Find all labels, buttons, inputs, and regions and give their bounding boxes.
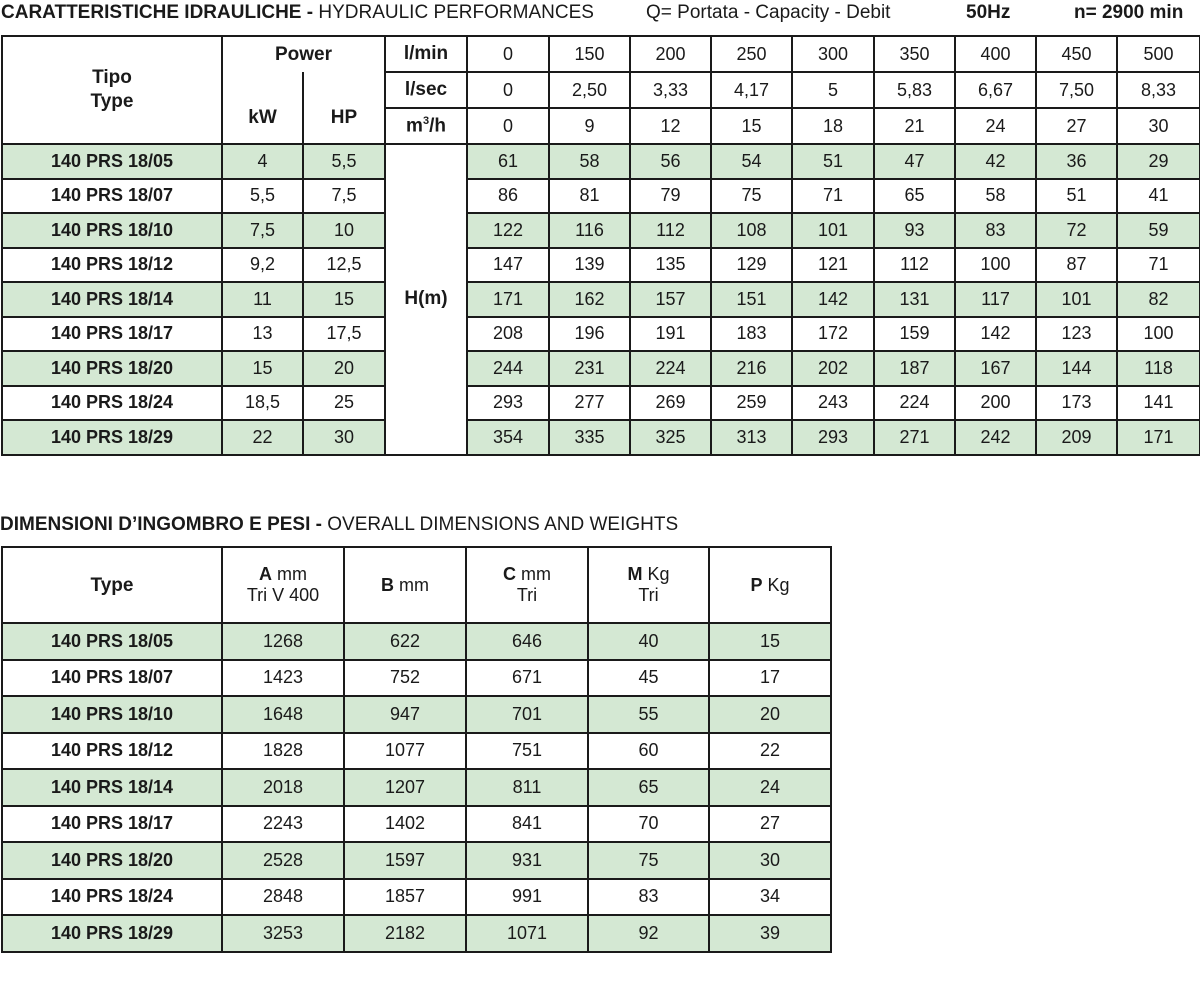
dim-c-value: 701 bbox=[466, 696, 588, 733]
speed-label: n= 2900 min bbox=[1074, 2, 1184, 23]
table-row bbox=[2, 915, 831, 952]
head-value: 59 bbox=[1117, 213, 1200, 248]
table-row bbox=[2, 842, 831, 879]
table-row bbox=[2, 351, 1200, 386]
dim-p-value: 22 bbox=[709, 733, 831, 770]
head-value: 117 bbox=[955, 282, 1036, 317]
head-value: 183 bbox=[711, 317, 792, 352]
lmin-value: 300 bbox=[792, 36, 874, 72]
dim-c-header bbox=[466, 547, 588, 623]
power-hp: 20 bbox=[303, 351, 385, 386]
table-row bbox=[2, 769, 831, 806]
head-value: 100 bbox=[955, 248, 1036, 283]
head-value: 144 bbox=[1036, 351, 1117, 386]
table-row bbox=[2, 213, 1200, 248]
head-value: 101 bbox=[1036, 282, 1117, 317]
dim-c-sub: Tri bbox=[516, 585, 538, 605]
m3h-label-suffix: /h bbox=[429, 115, 446, 137]
lmin-value: 0 bbox=[467, 36, 549, 72]
dim-c-value: 646 bbox=[466, 623, 588, 660]
dim-pump-type: 140 PRS 18/10 bbox=[2, 696, 222, 733]
dim-b-letter: B bbox=[381, 574, 394, 595]
dim-m-value: 40 bbox=[588, 623, 709, 660]
power-kw: 4 bbox=[222, 144, 303, 179]
head-value: 141 bbox=[1117, 386, 1200, 421]
lmin-value: 400 bbox=[955, 36, 1036, 72]
head-value: 216 bbox=[711, 351, 792, 386]
dim-b-value: 752 bbox=[344, 660, 466, 697]
dim-m-value: 92 bbox=[588, 915, 709, 952]
m3h-value: 27 bbox=[1036, 108, 1117, 144]
head-value: 208 bbox=[467, 317, 549, 352]
head-value: 82 bbox=[1117, 282, 1200, 317]
table-row bbox=[2, 317, 1200, 352]
head-value: 116 bbox=[549, 213, 630, 248]
kw-header: kW bbox=[222, 72, 303, 144]
head-value: 65 bbox=[874, 179, 955, 214]
head-value: 42 bbox=[955, 144, 1036, 179]
head-value: 244 bbox=[467, 351, 549, 386]
lmin-label: l/min bbox=[385, 36, 467, 72]
head-value: 129 bbox=[711, 248, 792, 283]
dim-pump-type: 140 PRS 18/29 bbox=[2, 915, 222, 952]
hydraulic-header bbox=[0, 0, 1200, 28]
dim-m-value: 55 bbox=[588, 696, 709, 733]
power-kw: 11 bbox=[222, 282, 303, 317]
dim-p-value: 27 bbox=[709, 806, 831, 843]
m3h-label bbox=[385, 108, 467, 144]
table-row bbox=[2, 696, 831, 733]
pump-type: 140 PRS 18/12 bbox=[2, 248, 222, 283]
dim-p-value: 20 bbox=[709, 696, 831, 733]
m3h-value: 9 bbox=[549, 108, 630, 144]
head-value: 242 bbox=[955, 420, 1036, 455]
power-kw: 7,5 bbox=[222, 213, 303, 248]
dim-m-sub: Tri bbox=[638, 585, 659, 605]
head-value: 293 bbox=[467, 386, 549, 421]
pump-type: 140 PRS 18/29 bbox=[2, 420, 222, 455]
head-value: 151 bbox=[711, 282, 792, 317]
type-header bbox=[2, 36, 222, 144]
head-value: 209 bbox=[1036, 420, 1117, 455]
head-value: 87 bbox=[1036, 248, 1117, 283]
head-value: 122 bbox=[467, 213, 549, 248]
dim-c-unit: mm bbox=[516, 564, 551, 584]
dim-p-value: 15 bbox=[709, 623, 831, 660]
m3h-value: 18 bbox=[792, 108, 874, 144]
m3h-value: 30 bbox=[1117, 108, 1200, 144]
power-kw: 13 bbox=[222, 317, 303, 352]
power-hp: 15 bbox=[303, 282, 385, 317]
dim-a-unit: mm bbox=[272, 564, 307, 584]
dim-p-value: 24 bbox=[709, 769, 831, 806]
head-value: 243 bbox=[792, 386, 874, 421]
dim-b-value: 947 bbox=[344, 696, 466, 733]
dim-pump-type: 140 PRS 18/05 bbox=[2, 623, 222, 660]
head-value: 142 bbox=[955, 317, 1036, 352]
head-value: 277 bbox=[549, 386, 630, 421]
head-value: 56 bbox=[630, 144, 711, 179]
dim-a-value: 1423 bbox=[222, 660, 344, 697]
m3h-value: 15 bbox=[711, 108, 792, 144]
dim-a-value: 1268 bbox=[222, 623, 344, 660]
power-kw: 18,5 bbox=[222, 386, 303, 421]
flow-lmin-row bbox=[2, 36, 1200, 72]
power-header: Power bbox=[222, 36, 385, 72]
lmin-value: 500 bbox=[1117, 36, 1200, 72]
pump-type: 140 PRS 18/14 bbox=[2, 282, 222, 317]
head-value: 108 bbox=[711, 213, 792, 248]
head-value: 101 bbox=[792, 213, 874, 248]
dim-a-sub: Tri V 400 bbox=[246, 585, 320, 605]
dim-m-value: 65 bbox=[588, 769, 709, 806]
hydraulic-title-regular: HYDRAULIC PERFORMANCES bbox=[313, 2, 594, 23]
dim-b-unit: mm bbox=[394, 574, 429, 595]
table-row bbox=[2, 248, 1200, 283]
lsec-value: 5 bbox=[792, 72, 874, 108]
table-row bbox=[2, 623, 831, 660]
head-value: 157 bbox=[630, 282, 711, 317]
head-value: 58 bbox=[955, 179, 1036, 214]
dim-pump-type: 140 PRS 18/07 bbox=[2, 660, 222, 697]
head-value: 139 bbox=[549, 248, 630, 283]
dimensions-title-regular: OVERALL DIMENSIONS AND WEIGHTS bbox=[321, 514, 679, 535]
dim-p-unit: Kg bbox=[762, 574, 790, 595]
head-value: 29 bbox=[1117, 144, 1200, 179]
dim-c-value: 811 bbox=[466, 769, 588, 806]
head-value: 112 bbox=[630, 213, 711, 248]
power-hp: 12,5 bbox=[303, 248, 385, 283]
power-kw: 9,2 bbox=[222, 248, 303, 283]
capacity-note: Q= Portata - Capacity - Debit bbox=[646, 2, 891, 23]
head-value: 200 bbox=[955, 386, 1036, 421]
power-hp: 25 bbox=[303, 386, 385, 421]
dim-b-value: 1402 bbox=[344, 806, 466, 843]
lmin-value: 250 bbox=[711, 36, 792, 72]
lmin-value: 150 bbox=[549, 36, 630, 72]
dim-b-value: 622 bbox=[344, 623, 466, 660]
dim-m-value: 45 bbox=[588, 660, 709, 697]
lsec-value: 6,67 bbox=[955, 72, 1036, 108]
head-value: 100 bbox=[1117, 317, 1200, 352]
dim-p-value: 39 bbox=[709, 915, 831, 952]
head-value: 58 bbox=[549, 144, 630, 179]
dimensions-header-row bbox=[2, 547, 831, 623]
dim-p-value: 34 bbox=[709, 879, 831, 916]
lmin-value: 200 bbox=[630, 36, 711, 72]
dim-pump-type: 140 PRS 18/14 bbox=[2, 769, 222, 806]
dim-a-header bbox=[222, 547, 344, 623]
dimensions-weights-table bbox=[1, 546, 832, 953]
lsec-label: l/sec bbox=[385, 72, 467, 108]
lmin-value: 450 bbox=[1036, 36, 1117, 72]
m3h-label-base: m bbox=[406, 115, 423, 137]
head-value: 202 bbox=[792, 351, 874, 386]
dim-p-header bbox=[709, 547, 831, 623]
lsec-value: 8,33 bbox=[1117, 72, 1200, 108]
head-value: 71 bbox=[1117, 248, 1200, 283]
head-value: 171 bbox=[467, 282, 549, 317]
dim-c-letter: C bbox=[503, 564, 516, 584]
head-value: 72 bbox=[1036, 213, 1117, 248]
hydraulic-title-bold: CARATTERISTICHE IDRAULICHE - bbox=[1, 2, 314, 23]
pump-type: 140 PRS 18/17 bbox=[2, 317, 222, 352]
m3h-value: 0 bbox=[467, 108, 549, 144]
m3h-value: 21 bbox=[874, 108, 955, 144]
lsec-value: 7,50 bbox=[1036, 72, 1117, 108]
head-value: 112 bbox=[874, 248, 955, 283]
head-value: 135 bbox=[630, 248, 711, 283]
head-value: 354 bbox=[467, 420, 549, 455]
dim-a-value: 1828 bbox=[222, 733, 344, 770]
pump-type: 140 PRS 18/07 bbox=[2, 179, 222, 214]
power-kw: 5,5 bbox=[222, 179, 303, 214]
dim-m-value: 83 bbox=[588, 879, 709, 916]
dim-a-value: 2243 bbox=[222, 806, 344, 843]
type-header-en: Type bbox=[90, 91, 134, 112]
dim-c-value: 751 bbox=[466, 733, 588, 770]
lsec-value: 4,17 bbox=[711, 72, 792, 108]
hydraulic-performance-table bbox=[1, 35, 1200, 456]
dim-m-value: 70 bbox=[588, 806, 709, 843]
power-hp: 10 bbox=[303, 213, 385, 248]
table-row bbox=[2, 144, 1200, 179]
head-value: 159 bbox=[874, 317, 955, 352]
pump-type: 140 PRS 18/10 bbox=[2, 213, 222, 248]
dim-b-value: 1857 bbox=[344, 879, 466, 916]
dim-b-value: 1077 bbox=[344, 733, 466, 770]
dim-m-header bbox=[588, 547, 709, 623]
head-value: 47 bbox=[874, 144, 955, 179]
head-value: 191 bbox=[630, 317, 711, 352]
head-value: 142 bbox=[792, 282, 874, 317]
dim-a-value: 3253 bbox=[222, 915, 344, 952]
head-value: 79 bbox=[630, 179, 711, 214]
dim-a-value: 2528 bbox=[222, 842, 344, 879]
lsec-value: 3,33 bbox=[630, 72, 711, 108]
head-value: 51 bbox=[792, 144, 874, 179]
dim-b-value: 1597 bbox=[344, 842, 466, 879]
head-value: 196 bbox=[549, 317, 630, 352]
dim-pump-type: 140 PRS 18/12 bbox=[2, 733, 222, 770]
head-value: 224 bbox=[874, 386, 955, 421]
head-value: 86 bbox=[467, 179, 549, 214]
head-value: 61 bbox=[467, 144, 549, 179]
dim-a-value: 2848 bbox=[222, 879, 344, 916]
dim-p-letter: P bbox=[750, 574, 763, 595]
dim-b-value: 2182 bbox=[344, 915, 466, 952]
table-row bbox=[2, 420, 1200, 455]
power-kw: 15 bbox=[222, 351, 303, 386]
pump-type: 140 PRS 18/05 bbox=[2, 144, 222, 179]
hydraulic-title bbox=[1, 2, 594, 24]
dim-c-value: 931 bbox=[466, 842, 588, 879]
head-value: 162 bbox=[549, 282, 630, 317]
head-value: 171 bbox=[1117, 420, 1200, 455]
table-row bbox=[2, 879, 831, 916]
dim-c-value: 991 bbox=[466, 879, 588, 916]
head-value: 271 bbox=[874, 420, 955, 455]
dimensions-title-bold: DIMENSIONI D’INGOMBRO E PESI - bbox=[0, 514, 322, 535]
dim-pump-type: 140 PRS 18/20 bbox=[2, 842, 222, 879]
type-header-it: Tipo bbox=[92, 67, 132, 88]
dim-pump-type: 140 PRS 18/17 bbox=[2, 806, 222, 843]
dim-b-value: 1207 bbox=[344, 769, 466, 806]
head-value: 51 bbox=[1036, 179, 1117, 214]
head-value: 224 bbox=[630, 351, 711, 386]
head-value: 81 bbox=[549, 179, 630, 214]
table-row bbox=[2, 282, 1200, 317]
head-value: 75 bbox=[711, 179, 792, 214]
pump-type: 140 PRS 18/20 bbox=[2, 351, 222, 386]
dim-a-value: 1648 bbox=[222, 696, 344, 733]
lsec-value: 2,50 bbox=[549, 72, 630, 108]
dim-b-header bbox=[344, 547, 466, 623]
power-kw: 22 bbox=[222, 420, 303, 455]
head-value: 167 bbox=[955, 351, 1036, 386]
head-label: H(m) bbox=[385, 144, 467, 455]
dimensions-title bbox=[0, 514, 678, 536]
dim-p-value: 17 bbox=[709, 660, 831, 697]
dim-m-unit: Kg bbox=[642, 564, 670, 584]
head-value: 269 bbox=[630, 386, 711, 421]
head-value: 173 bbox=[1036, 386, 1117, 421]
pump-type: 140 PRS 18/24 bbox=[2, 386, 222, 421]
power-hp: 30 bbox=[303, 420, 385, 455]
head-value: 231 bbox=[549, 351, 630, 386]
m3h-label-sup: 3 bbox=[422, 114, 430, 127]
frequency-label: 50Hz bbox=[966, 2, 1011, 23]
dim-m-letter: M bbox=[627, 564, 643, 584]
head-value: 54 bbox=[711, 144, 792, 179]
dim-a-letter: A bbox=[259, 564, 272, 584]
dim-type-header: Type bbox=[2, 547, 222, 623]
dim-m-value: 75 bbox=[588, 842, 709, 879]
hp-header: HP bbox=[303, 72, 385, 144]
head-value: 83 bbox=[955, 213, 1036, 248]
head-value: 131 bbox=[874, 282, 955, 317]
head-value: 71 bbox=[792, 179, 874, 214]
head-value: 121 bbox=[792, 248, 874, 283]
dim-a-value: 2018 bbox=[222, 769, 344, 806]
power-hp: 17,5 bbox=[303, 317, 385, 352]
dim-c-value: 671 bbox=[466, 660, 588, 697]
dim-pump-type: 140 PRS 18/24 bbox=[2, 879, 222, 916]
dim-p-value: 30 bbox=[709, 842, 831, 879]
table-row bbox=[2, 733, 831, 770]
table-row bbox=[2, 660, 831, 697]
table-row bbox=[2, 806, 831, 843]
lmin-value: 350 bbox=[874, 36, 955, 72]
head-value: 335 bbox=[549, 420, 630, 455]
head-value: 118 bbox=[1117, 351, 1200, 386]
head-value: 41 bbox=[1117, 179, 1200, 214]
head-value: 172 bbox=[792, 317, 874, 352]
lsec-value: 0 bbox=[467, 72, 549, 108]
dim-m-value: 60 bbox=[588, 733, 709, 770]
head-value: 259 bbox=[711, 386, 792, 421]
head-value: 293 bbox=[792, 420, 874, 455]
head-value: 325 bbox=[630, 420, 711, 455]
dim-c-value: 1071 bbox=[466, 915, 588, 952]
head-value: 93 bbox=[874, 213, 955, 248]
table-row bbox=[2, 386, 1200, 421]
m3h-value: 12 bbox=[630, 108, 711, 144]
lsec-value: 5,83 bbox=[874, 72, 955, 108]
head-value: 123 bbox=[1036, 317, 1117, 352]
head-value: 187 bbox=[874, 351, 955, 386]
power-hp: 7,5 bbox=[303, 179, 385, 214]
head-value: 36 bbox=[1036, 144, 1117, 179]
dim-c-value: 841 bbox=[466, 806, 588, 843]
head-value: 313 bbox=[711, 420, 792, 455]
head-value: 147 bbox=[467, 248, 549, 283]
power-hp: 5,5 bbox=[303, 144, 385, 179]
table-row bbox=[2, 179, 1200, 214]
m3h-value: 24 bbox=[955, 108, 1036, 144]
